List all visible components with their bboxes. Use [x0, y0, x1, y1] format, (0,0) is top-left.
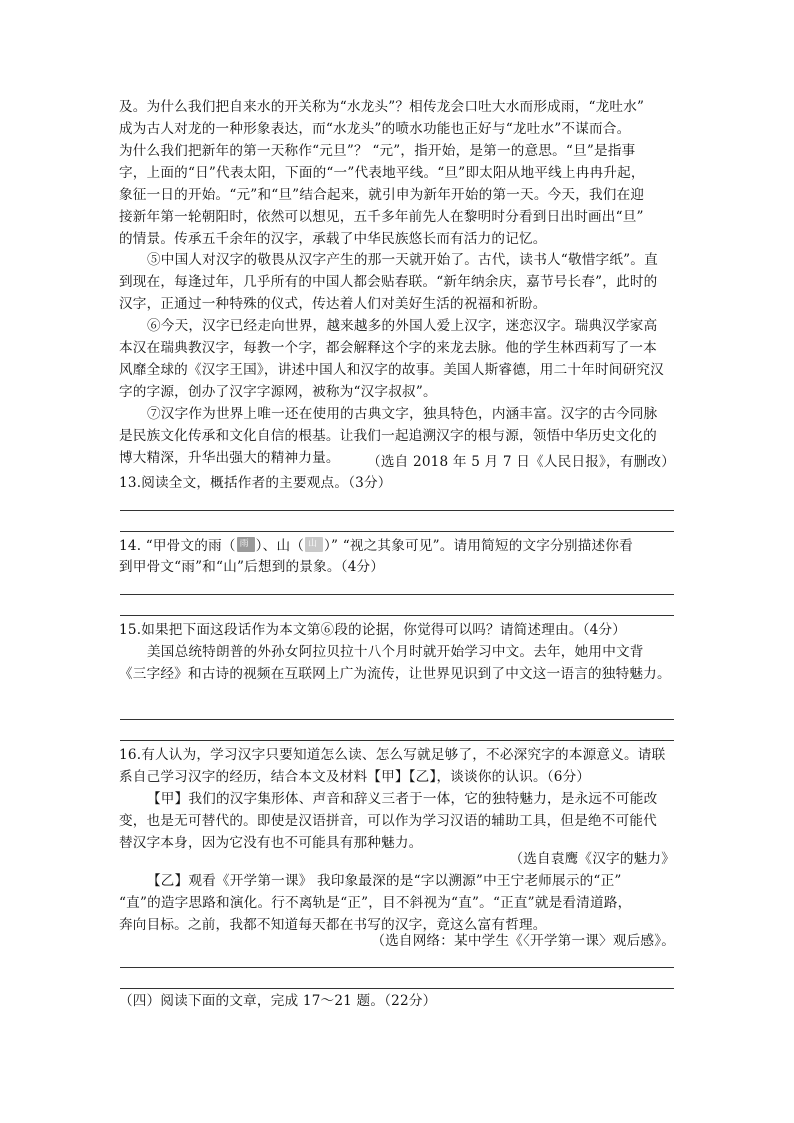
oracle-rain-glyph-image	[237, 537, 255, 552]
question-13: 13.阅读全文，概括作者的主要观点。（3分）	[119, 475, 392, 491]
question-16: 16.有人认为，学习汉字只要知道怎么读、怎么写就足够了，不必深究字的本源意义。请联	[119, 747, 666, 763]
paragraph-5-line: 汉字，正通过一种特殊的仪式，传达着人们对美好生活的祝福和祈盼。	[119, 296, 547, 312]
paragraph-6-line: ⑥今天，汉字已经走向世界，越来越多的外国人爱上汉字，迷恋汉字。瑞典汉学家高	[147, 318, 658, 334]
paragraph-7-line: ⑦汉字作为世界上唯一还在使用的古典文字，独具特色，内涵丰富。汉字的古今同脉	[147, 406, 658, 422]
answer-line[interactable]	[120, 740, 674, 741]
glyph-rain-label: 雨	[239, 539, 249, 549]
paragraph-7-line: 博大精深，升华出强大的精神力量。	[119, 450, 340, 466]
material-jia: 替汉字本身，因为它没有也不可能具有那种魅力。	[119, 835, 423, 851]
question-15-material: 《三字经》和古诗的视频在互联网上广为流传，让世界见识到了中文这一语言的独特魅力。	[119, 666, 671, 682]
answer-line[interactable]	[120, 967, 674, 968]
passage-line: 为什么我们把新年的第一天称作“元旦”？ “元”，指开始，是第一的意思。“旦”是指事	[119, 143, 636, 159]
paragraph-6-line: 本汉在瑞典教汉字，每教一个字，都会解释这个字的来龙去脉。他的学生林西莉写了一本	[119, 340, 657, 356]
material-yi: 【乙】观看《开学第一课》 我印象最深的是“字以溯源”中王宁老师展示的“正”	[147, 873, 622, 889]
question-16: 系自己学习汉字的经历，结合本文及材料【甲】【乙】，谈谈你的认识。（6分）	[119, 769, 591, 785]
passage-source: （选自 2018 年 5 月 7 日《人民日报》，有删改）	[367, 454, 675, 470]
passage-line: 接新年第一轮朝阳时，依然可以想见，五千多年前先人在黎明时分看到日出时画出“旦”	[119, 209, 644, 225]
question-14-text: 14. “甲骨文的雨（	[119, 538, 236, 554]
answer-line[interactable]	[120, 594, 674, 595]
section-4-heading: （四）阅读下面的文章，完成 17～21 题。（22分）	[119, 993, 437, 1009]
question-14	[119, 535, 679, 557]
answer-line[interactable]	[120, 510, 674, 511]
material-jia: 【甲】我们的汉字集形体、声音和辞义三者于一体，它的独特魅力，是永远不可能改	[147, 791, 658, 807]
paragraph-5-line: 到现在，每逢过年，几乎所有的中国人都会贴春联。“新年纳余庆，嘉节号长春”，此时的	[119, 274, 658, 290]
material-yi: 奔向目标。之前，我都不知道每天都在书写的汉字，竟这么富有哲理。	[119, 917, 547, 933]
oracle-mountain-glyph-image	[305, 537, 323, 552]
question-14-text: ）” “视之其象可见”。请用简短的文字分别描述你看	[324, 538, 633, 554]
glyph-mountain-label: 山	[308, 539, 318, 549]
paragraph-6-line: 风靡全球的《汉字王国》，讲述中国人和汉字的故事。美国人斯睿德，用二十年时间研究汉	[119, 362, 664, 378]
passage-line: 及。为什么我们把自来水的开关称为“水龙头”？相传龙会口吐大水而形成雨，“龙吐水”	[119, 99, 645, 115]
paragraph-7-line: 是民族文化传承和文化自信的根基。让我们一起追溯汉字的根与源，领悟中华历史文化的	[119, 428, 657, 444]
answer-line[interactable]	[120, 988, 674, 989]
question-14-line2: 到甲骨文“雨”和“山”后想到的景象。（4分）	[119, 559, 385, 575]
paragraph-6-line: 字的字源，创办了汉字字源网，被称为“汉字叔叔”。	[119, 384, 437, 400]
material-jia: 变，也是无可替代的。即使是汉语拼音，可以作为学习汉语的辅助工具，但是绝不可能代	[119, 813, 657, 829]
answer-line[interactable]	[120, 719, 674, 720]
question-14-text: ）、山（	[255, 538, 305, 554]
material-yi: “直”的造字思路和演化。行不离轨是“正”，目不斜视为“直”。“正直”就是看清道路，	[119, 895, 632, 911]
paragraph-5-line: ⑤中国人对汉字的敬畏从汉字产生的那一天就开始了。古代，读书人“敬惜字纸”。直	[147, 252, 658, 268]
material-jia-source: （选自袁鹰《汉字的魅力》	[509, 851, 675, 867]
question-15-material: 美国总统特朗普的外孙女阿拉贝拉十八个月时就开始学习中文。去年，她用中文背	[147, 644, 644, 660]
passage-line: 成为古人对龙的一种形象表达，而“水龙头”的喷水功能也正好与“龙吐水”不谋而合。	[119, 121, 631, 137]
passage-line: 字，上面的“日”代表太阳，下面的“一”代表地平线。“旦”即太阳从地平线上冉冉升起，	[119, 165, 645, 181]
passage-line: 象征一日的开始。“元”和“旦”结合起来，就引申为新年开始的第一天。今天，我们在迎	[119, 187, 645, 203]
answer-line[interactable]	[120, 531, 674, 532]
material-yi-source: （选自网络：某中学生《〈开学第一课〉观后感》。	[371, 933, 675, 949]
passage-line: 的情景。传承五千余年的汉字，承载了中华民族悠长而有活力的记忆。	[119, 231, 547, 247]
answer-line[interactable]	[120, 615, 674, 616]
question-15: 15.如果把下面这段话作为本文第⑥段的论据，你觉得可以吗？请简述理由。（4分）	[119, 622, 627, 638]
